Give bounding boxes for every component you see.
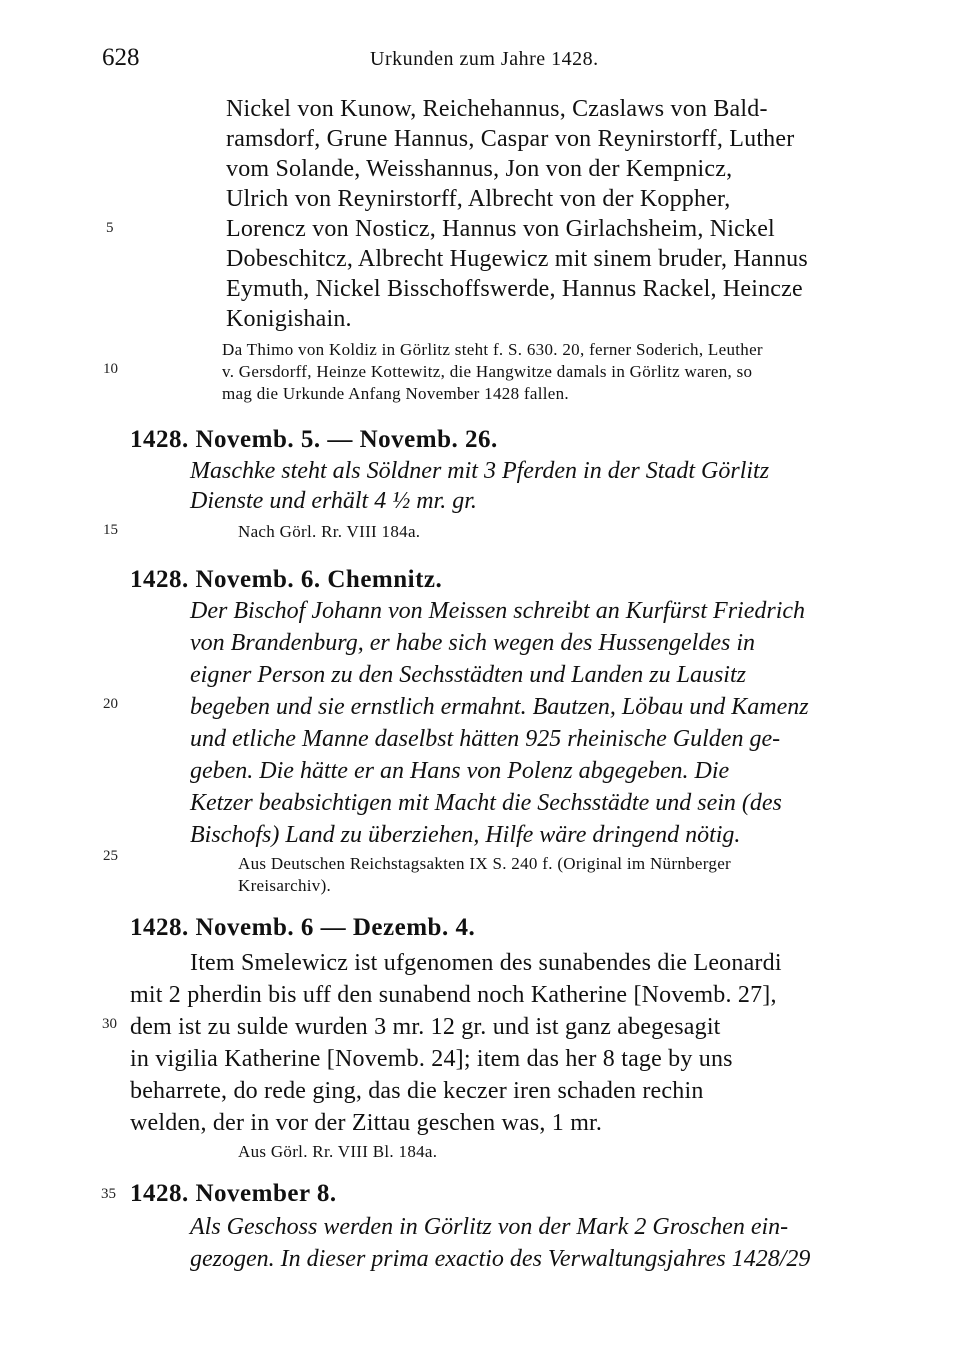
entry-heading: 1428. Novemb. 6 — Dezemb. 4. [130,914,476,941]
text-line: vom Solande, Weisshannus, Jon von der Kempnicz, [226,156,733,182]
note-line: v. Gersdorff, Heinze Kottewitz, die Hangwitze damals in Görlitz waren, so [222,362,753,381]
text-line: Nickel von Kunow, Reichehannus, Czaslaws von Bald- [226,96,768,122]
page-number: 628 [102,44,140,71]
text-line: Dobeschitcz, Albrecht Hugewicz mit sinem bruder, Hannus [226,246,808,272]
note-line: mag die Urkunde Anfang November 1428 fallen. [222,384,569,403]
text-line: Eymuth, Nickel Bisschoffswerde, Hannus Rackel, Heincze [226,276,803,302]
regest-line: Als Geschoss werden in Görlitz von der Mark 2 Groschen ein- [190,1214,789,1240]
source-line: Aus Görl. Rr. VIII Bl. 184a. [238,1142,438,1161]
text-line: Item Smelewicz ist ufgenomen des sunabendes die Leonardi [190,950,782,976]
line-number: 25 [103,848,118,864]
regest-line: geben. Die hätte er an Hans von Polenz abgegeben. Die [190,758,730,784]
source-line: Kreisarchiv). [238,876,332,895]
text-line: beharrete, do rede ging, das die keczer iren schaden rechin [130,1078,704,1104]
entry-heading: 1428. Novemb. 5. — Novemb. 26. [130,426,498,453]
line-number: 35 [101,1186,116,1202]
text-line: Konigishain. [226,306,352,332]
text-line: dem ist zu sulde wurden 3 mr. 12 gr. und ist ganz abegesagit [130,1014,721,1040]
text-line: welden, der in vor der Zittau geschen was, 1 mr. [130,1110,603,1136]
regest-line: Bischofs) Land zu überziehen, Hilfe wäre dringend nötig. [190,822,741,848]
text-line: mit 2 pherdin bis uff den sunabend noch Katherine [Novemb. 27], [130,982,777,1008]
line-number: 10 [103,361,118,377]
line-number: 5 [106,220,114,236]
regest-line: begeben und sie ernstlich ermahnt. Bautzen, Löbau und Kamenz [190,694,809,720]
running-head: Urkunden zum Jahre 1428. [370,48,599,70]
line-number: 15 [103,522,118,538]
text-line: ramsdorf, Grune Hannus, Caspar von Reynirstorff, Luther [226,126,795,152]
regest-line: Dienste und erhält 4 ½ mr. gr. [190,488,477,514]
line-number: 20 [103,696,118,712]
source-line: Aus Deutschen Reichstagsakten IX S. 240 f. (Original im Nürnberger [238,854,732,873]
text-line: in vigilia Katherine [Novemb. 24]; item das her 8 tage by uns [130,1046,733,1072]
text-line: Lorencz von Nosticz, Hannus von Girlachsheim, Nickel [226,216,775,242]
regest-line: von Brandenburg, er habe sich wegen des Hussengeldes in [190,630,756,656]
regest-line: Der Bischof Johann von Meissen schreibt an Kurfürst Friedrich [190,598,806,624]
regest-line: und etliche Manne daselbst hätten 925 rheinische Gulden ge- [190,726,781,752]
entry-heading: 1428. Novemb. 6. Chemnitz. [130,566,443,593]
regest-line: Maschke steht als Söldner mit 3 Pferden in der Stadt Görlitz [190,458,770,484]
regest-line: Ketzer beabsichtigen mit Macht die Sechsstädte und sein (des [190,790,782,816]
regest-line: eigner Person zu den Sechsstädten und Landen zu Lausitz [190,662,746,688]
entry-heading: 1428. November 8. [130,1180,337,1207]
line-number: 30 [102,1016,117,1032]
regest-line: gezogen. In dieser prima exactio des Verwaltungsjahres 1428/29 [190,1246,811,1272]
text-line: Ulrich von Reynirstorff, Albrecht von der Koppher, [226,186,731,212]
source-line: Nach Görl. Rr. VIII 184a. [238,522,421,541]
note-line: Da Thimo von Koldiz in Görlitz steht f. S. 630. 20, ferner Soderich, Leuther [222,340,763,359]
